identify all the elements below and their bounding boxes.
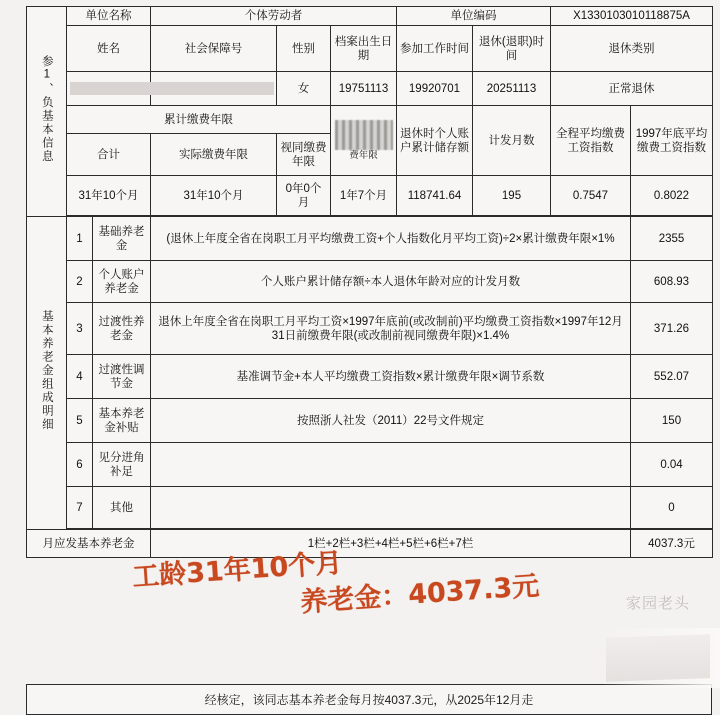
header-name: 姓名	[67, 26, 151, 72]
item-name: 基础养老金	[93, 217, 151, 261]
table-row-item-1	[27, 217, 713, 261]
footer-note: 经核定，该同志基本养老金每月按4037.3元，从2025年12月走	[26, 684, 712, 715]
item-name: 过渡性调节金	[93, 355, 151, 399]
header-account-balance: 退休时个人账户累计储存额	[397, 106, 473, 176]
value-avg-index-1997: 0.8022	[631, 176, 713, 216]
total-label: 月应发基本养老金	[27, 530, 151, 558]
table-row-item-5	[27, 399, 713, 443]
item-no: 5	[67, 399, 93, 443]
ink-smudge-icon	[335, 120, 393, 150]
item-amount: 608.93	[631, 261, 713, 303]
item-amount: 0.04	[631, 443, 713, 487]
item-no: 4	[67, 355, 93, 399]
value-social-security-no	[151, 72, 277, 106]
header-avg-index-all: 全程平均缴费工资指数	[551, 106, 631, 176]
smudge-cell	[331, 106, 397, 176]
item-amount: 2355	[631, 217, 713, 261]
value-gender: 女	[277, 72, 331, 106]
header-retire-date: 退休(退职)时间	[473, 26, 551, 72]
item-formula	[151, 487, 631, 529]
header-avg-index-1997: 1997年底平均缴费工资指数	[631, 106, 713, 176]
header-deemed-years: 视同缴费年限	[277, 134, 331, 176]
form-table	[26, 6, 713, 558]
table-row-item-6	[27, 443, 713, 487]
value-months: 195	[473, 176, 551, 216]
header-work-start: 参加工作时间	[397, 26, 473, 72]
side-label-basic-info: 参1、负基本信息	[27, 7, 67, 217]
header-social-security-no: 社会保障号	[151, 26, 277, 72]
header-accumulated-years-title: 累计缴费年限	[67, 106, 331, 134]
item-no: 1	[67, 217, 93, 261]
header-smudged: 费年限	[349, 149, 378, 161]
value-total-years: 31年10个月	[67, 176, 151, 216]
header-retire-type: 退休类别	[551, 26, 713, 72]
value-actual-years: 31年10个月	[151, 176, 277, 216]
item-no: 3	[67, 303, 93, 355]
table-row-person-values	[27, 72, 713, 106]
value-retire-type: 正常退休	[551, 72, 713, 106]
value-birth-date: 19751113	[331, 72, 397, 106]
header-birth-date: 档案出生日期	[331, 26, 397, 72]
value-account-balance: 118741.64	[397, 176, 473, 216]
table-row-years-values	[27, 176, 713, 216]
item-amount: 0	[631, 487, 713, 529]
redaction-block-name	[70, 82, 154, 95]
item-name: 过渡性养老金	[93, 303, 151, 355]
item-name: 见分进角补足	[93, 443, 151, 487]
side-label-detail: 基本养老金组成明细	[27, 217, 67, 530]
header-months: 计发月数	[473, 106, 551, 176]
table-row-unit	[27, 7, 713, 26]
value-unit-code: X1330103010118875A	[551, 7, 713, 26]
item-formula: 按照浙人社发（2011）22号文件规定	[151, 399, 631, 443]
value-avg-index-all: 0.7547	[551, 176, 631, 216]
table-row-person-headers	[27, 26, 713, 72]
item-formula: 基准调节金+本人平均缴费工资指数×累计缴费年限×调节系数	[151, 355, 631, 399]
item-formula: 个人账户累计储存额÷本人退休年龄对应的计发月数	[151, 261, 631, 303]
watermark-text: 家园老头	[625, 594, 690, 612]
table-row-item-4	[27, 355, 713, 399]
value-name	[67, 72, 151, 106]
value-work-start: 19920701	[397, 72, 473, 106]
item-no: 2	[67, 261, 93, 303]
table-row-item-2	[27, 261, 713, 303]
total-formula: 1栏+2栏+3栏+4栏+5栏+6栏+7栏	[151, 530, 631, 558]
handwriting-age: 工龄31年10个月	[131, 547, 344, 594]
table-row-total	[27, 530, 713, 558]
item-formula	[151, 443, 631, 487]
header-actual-years: 实际缴费年限	[151, 134, 277, 176]
item-formula: 退休上年度全省在岗职工月平均工资×1997年底前(或改制前)平均缴费工资指数×1997年12月31日前缴费年限(或改制前视同缴费年限)×1.4%	[151, 303, 631, 355]
item-formula: (退休上年度全省在岗职工月平均缴费工资+个人指数化月平均工资)÷2×累计缴费年限×1%	[151, 217, 631, 261]
value-unit-name: 个体劳动者	[151, 7, 397, 26]
handwriting-amount: 养老金：4037.3元	[299, 570, 541, 619]
header-total-years: 合计	[67, 134, 151, 176]
watermark-box	[606, 634, 710, 682]
item-amount: 552.07	[631, 355, 713, 399]
table-row-item-7	[27, 487, 713, 529]
item-amount: 371.26	[631, 303, 713, 355]
item-name: 其他	[93, 487, 151, 529]
item-name: 基本养老金补贴	[93, 399, 151, 443]
item-no: 7	[67, 487, 93, 529]
item-no: 6	[67, 443, 93, 487]
total-amount: 4037.3元	[631, 530, 713, 558]
label-unit-name: 单位名称	[67, 7, 151, 26]
item-name: 个人账户养老金	[93, 261, 151, 303]
redaction-block-ssn	[154, 82, 274, 95]
value-smudged-years: 1年7个月	[331, 176, 397, 216]
table-row-item-3	[27, 303, 713, 355]
value-deemed-years: 0年0个月	[277, 176, 331, 216]
item-amount: 150	[631, 399, 713, 443]
label-unit-code: 单位编码	[397, 7, 551, 26]
table-row-accumulated-title	[27, 106, 713, 134]
value-retire-date: 20251113	[473, 72, 551, 106]
header-gender: 性别	[277, 26, 331, 72]
